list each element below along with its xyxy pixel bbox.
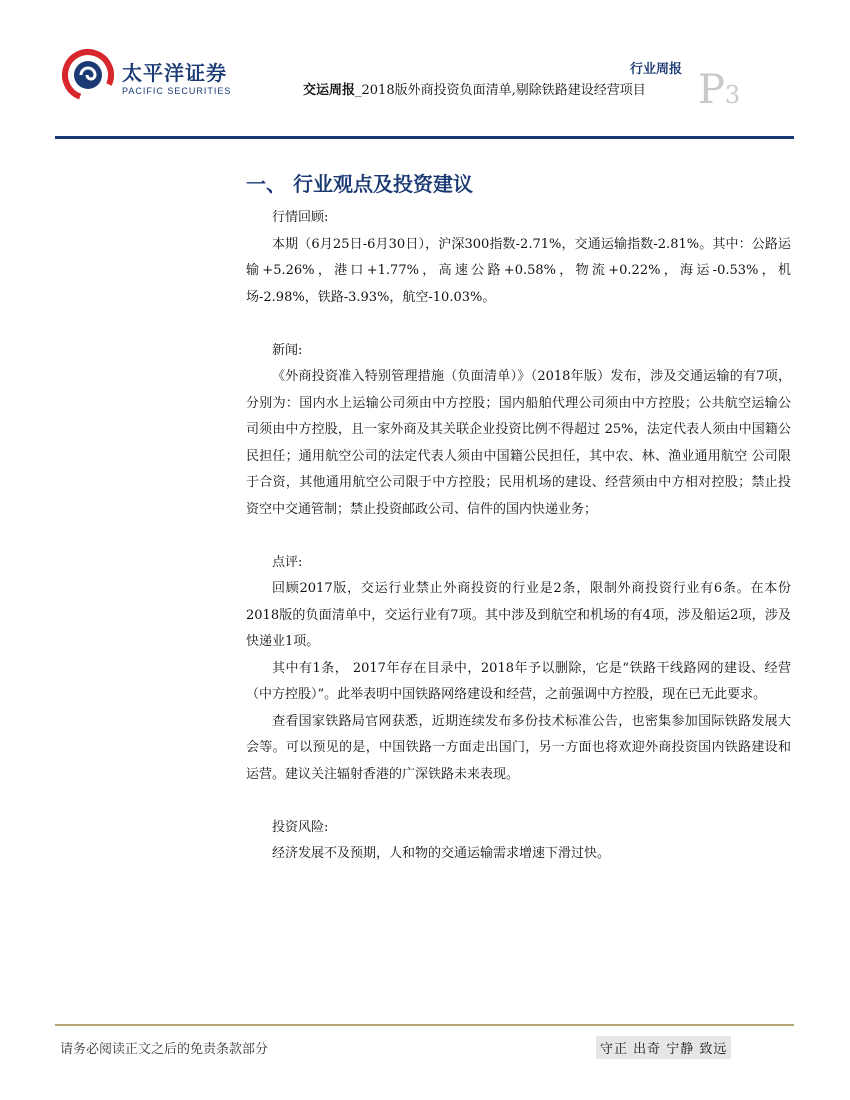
review-label: 行情回顾: (272, 210, 329, 225)
footer-disclaimer: 请务必阅读正文之后的免责条款部分 (60, 1042, 269, 1057)
risk-text: 经济发展不及预期，人和物的交通运输需求增速下滑过快。 (272, 846, 611, 861)
brand-name-en: PACIFIC SECURITIES (122, 86, 232, 96)
footer-divider (55, 1024, 794, 1026)
page-letter: P (698, 67, 725, 113)
news-text: 《外商投资准入特别管理措施（负面清单）》（2018年版）发布，涉及交通运输的有7项，分别为：国内水上运输公司须由中方控股；国内船舶代理公司须由中方控股；公共航空运输公司须由中方控股，且一家外商及其关联企业投资比例不得超过 25%，法定代表人须由中国籍公民担任；通用航空公司的法定代表人须由中国籍公民担任，其中农、林、渔业通用航空 公司限于合资，其他通用航空公司限于中方控股；民用机场的建设、经营须由中方相对控股；禁止投资空中交通管制；禁止投资邮政公司、信件的国内快递业务； (246, 369, 791, 517)
comment-paragraph-2: 其中有1条， 2017年存在目录中，2018年予以删除，它是“铁路干线路网的建设、经营（中方控股）”。此举表明中国铁路网络建设和经营，之前强调中方控股，现在已无此要求。 (246, 660, 791, 702)
section-title: 一、 行业观点及投资建议 (246, 172, 473, 196)
header-divider (55, 136, 794, 139)
page-digit: 3 (724, 81, 741, 109)
report-title-rest: _2018版外商投资负面清单,剔除铁路建设经营项目 (355, 83, 646, 98)
risk-label: 投资风险: (272, 819, 329, 835)
brand-name-cn: 太平洋证券 (122, 61, 227, 85)
footer-motto: 守正 出奇 宁静 致远 (596, 1036, 731, 1059)
page-number (698, 67, 741, 115)
brand-block (122, 62, 231, 96)
report-type: 行业周报 (629, 62, 682, 77)
comment-paragraph-3: 查看国家铁路局官网获悉，近期连续发布多份技术标准公告，也密集参加国际铁路发展大会等。可以预见的是，中国铁路一方面走出国门，另一方面也将欢迎外商投资国内铁路建设和运营。建议关注辐射香港的广深铁路未来表现。 (246, 713, 791, 782)
comment-label: 点评: (272, 554, 303, 570)
pacific-securities-logo (58, 44, 118, 104)
report-title-bold: 交运周报 (303, 83, 356, 98)
article-body (246, 205, 791, 868)
review-text: 本期（6月25日-6月30日），沪深300指数-2.71%，交通运输指数-2.81%。其中：公路运输+5.26%，港口+1.77%，高速公路+0.58%，物流+0.22%，海运-0.53%，机场-2.98%，铁路-3.93%，航空-10.03%。 (246, 236, 791, 305)
comment-paragraph-1: 回顾2017版，交运行业禁止外商投资的行业是2条，限制外商投资行业有6条。在本份2018版的负面清单中，交运行业有7项。其中涉及到航空和机场的有4项，涉及船运2项，涉及快递业1项。 (246, 581, 791, 649)
report-title (303, 79, 646, 98)
news-label: 新闻: (272, 342, 303, 358)
